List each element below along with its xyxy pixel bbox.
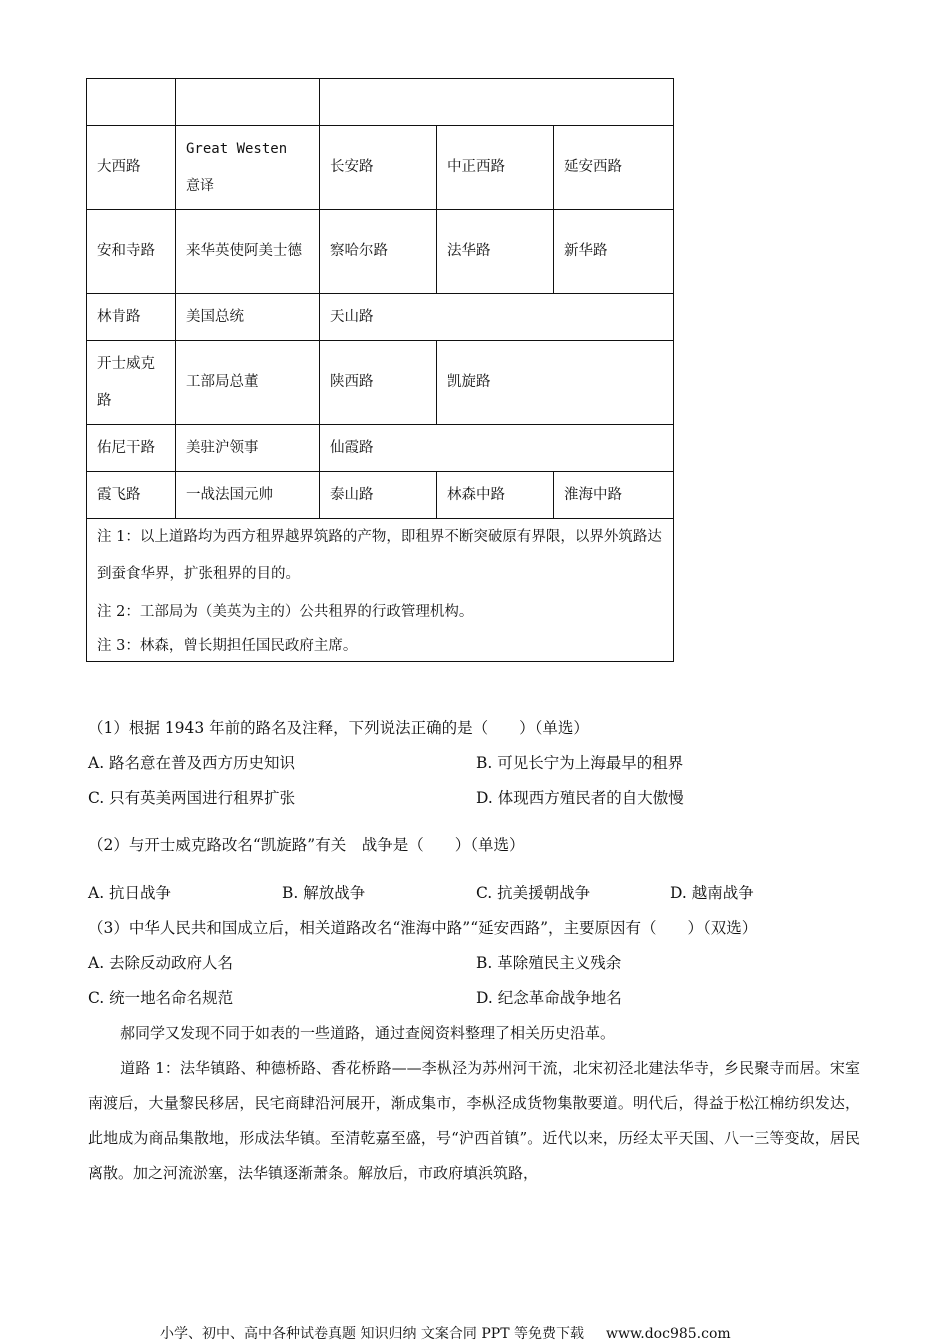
table-note: 注 3：林森，曾长期担任国民政府主席。 bbox=[97, 638, 358, 654]
table-header-cell bbox=[176, 79, 320, 126]
old-road-name: 安和寺路 bbox=[87, 210, 176, 294]
table-row bbox=[87, 341, 674, 425]
passage-road-1 bbox=[88, 1051, 860, 1191]
renamed-road: 仙霞路 bbox=[320, 425, 674, 472]
renamed-road: 天山路 bbox=[320, 294, 674, 341]
name-origin: 美国总统 bbox=[176, 294, 320, 341]
question-2-option-c: C. 抗美援朝战争 bbox=[476, 884, 591, 902]
question-2-stem: （2）与开士威克路改名“凯旋路”有关 战争是（ ）（单选） bbox=[88, 836, 525, 854]
question-1-stem: （1）根据 1943 年前的路名及注释，下列说法正确的是（ ）（单选） bbox=[88, 719, 589, 737]
renamed-road: 淮海中路 bbox=[554, 472, 674, 519]
question-3-stem: （3）中华人民共和国成立后，相关道路改名“淮海中路”“延安西路”，主要原因有（ ）（双选） bbox=[88, 919, 758, 937]
question-2-option-d: D. 越南战争 bbox=[670, 884, 754, 902]
question-3-option-d: D. 纪念革命战争地名 bbox=[476, 989, 622, 1007]
passage-intro bbox=[88, 1016, 860, 1051]
name-origin: 美驻沪领事 bbox=[176, 425, 320, 472]
question-3-option-c: C. 统一地名命名规范 bbox=[88, 989, 234, 1007]
name-origin: 来华英使阿美士德 bbox=[176, 210, 320, 294]
name-origin: 一战法国元帅 bbox=[176, 472, 320, 519]
page-footer bbox=[160, 1323, 731, 1343]
question-1-option-d: D. 体现西方殖民者的自大傲慢 bbox=[476, 789, 684, 807]
old-road-name: 开士威克路 bbox=[87, 341, 176, 425]
renamed-road: 林森中路 bbox=[437, 472, 554, 519]
table-header-cell bbox=[320, 79, 674, 126]
footer-site-link[interactable]: www.doc985.com bbox=[605, 1326, 731, 1342]
table-note: 注 2：工部局为（美英为主的）公共租界的行政管理机构。 bbox=[97, 604, 474, 620]
old-road-name: 大西路 bbox=[87, 126, 176, 210]
question-1-option-c: C. 只有英美两国进行租界扩张 bbox=[88, 789, 296, 807]
footer-text: 小学、初中、高中各种试卷真题 知识归纳 文案合同 PPT 等免费下载 bbox=[160, 1326, 584, 1342]
renamed-road: 法华路 bbox=[437, 210, 554, 294]
table-row bbox=[87, 126, 674, 210]
table-row bbox=[87, 425, 674, 472]
name-origin: 工部局总董 bbox=[176, 341, 320, 425]
renamed-road: 中正西路 bbox=[437, 126, 554, 210]
table-row bbox=[87, 294, 674, 341]
renamed-road: 陕西路 bbox=[320, 341, 437, 425]
question-2-option-b: B. 解放战争 bbox=[282, 884, 366, 902]
old-road-name: 佑尼干路 bbox=[87, 425, 176, 472]
renamed-road: 凯旋路 bbox=[437, 341, 674, 425]
table-header-cell bbox=[87, 79, 176, 126]
table-notes bbox=[87, 519, 674, 662]
renamed-road: 延安西路 bbox=[554, 126, 674, 210]
table-row bbox=[87, 210, 674, 294]
old-road-name: 霞飞路 bbox=[87, 472, 176, 519]
question-3-option-a: A. 去除反动政府人名 bbox=[88, 954, 234, 972]
table-notes-row bbox=[87, 519, 674, 662]
question-2-option-a: A. 抗日战争 bbox=[88, 884, 172, 902]
question-1-option-a: A. 路名意在普及西方历史知识 bbox=[88, 754, 296, 772]
renamed-road: 长安路 bbox=[320, 126, 437, 210]
renamed-road: 新华路 bbox=[554, 210, 674, 294]
name-origin: Great Westen 意译 bbox=[176, 126, 320, 210]
passage-intro-text: 郝同学又发现不同于如表的一些道路，通过查阅资料整理了相关历史沿革。 bbox=[120, 1024, 616, 1042]
question-1-option-b: B. 可见长宁为上海最早的租界 bbox=[476, 754, 684, 772]
table-note: 注 1：以上道路均为西方租界越界筑路的产物，即租界不断突破原有界限，以界外筑路达到蚕食华界，扩张租界的目的。 bbox=[97, 529, 662, 582]
renamed-road: 泰山路 bbox=[320, 472, 437, 519]
passage-road-1-text: 道路 1：法华镇路、种德桥路、香花桥路——李枞泾为苏州河干流，北宋初泾北建法华寺，乡民聚寺而居。宋室南渡后，大量黎民移居，民宅商肆沿河展开，渐成集市，李枞泾成货物集散要道。明代后，得益于松江棉纺织发达，此地成为商品集散地，形成法华镇。至清乾嘉至盛，号“沪西首镇”。近代以来，历经太平天国、八一三等变故，居民离散。加之河流淤塞，法华镇逐渐萧条。解放后，市政府填浜筑路， bbox=[88, 1059, 860, 1182]
old-road-name: 林肯路 bbox=[87, 294, 176, 341]
question-3-option-b: B. 革除殖民主义残余 bbox=[476, 954, 622, 972]
table-row bbox=[87, 472, 674, 519]
table-header-row bbox=[87, 79, 674, 126]
road-name-table bbox=[86, 78, 674, 662]
renamed-road: 察哈尔路 bbox=[320, 210, 437, 294]
